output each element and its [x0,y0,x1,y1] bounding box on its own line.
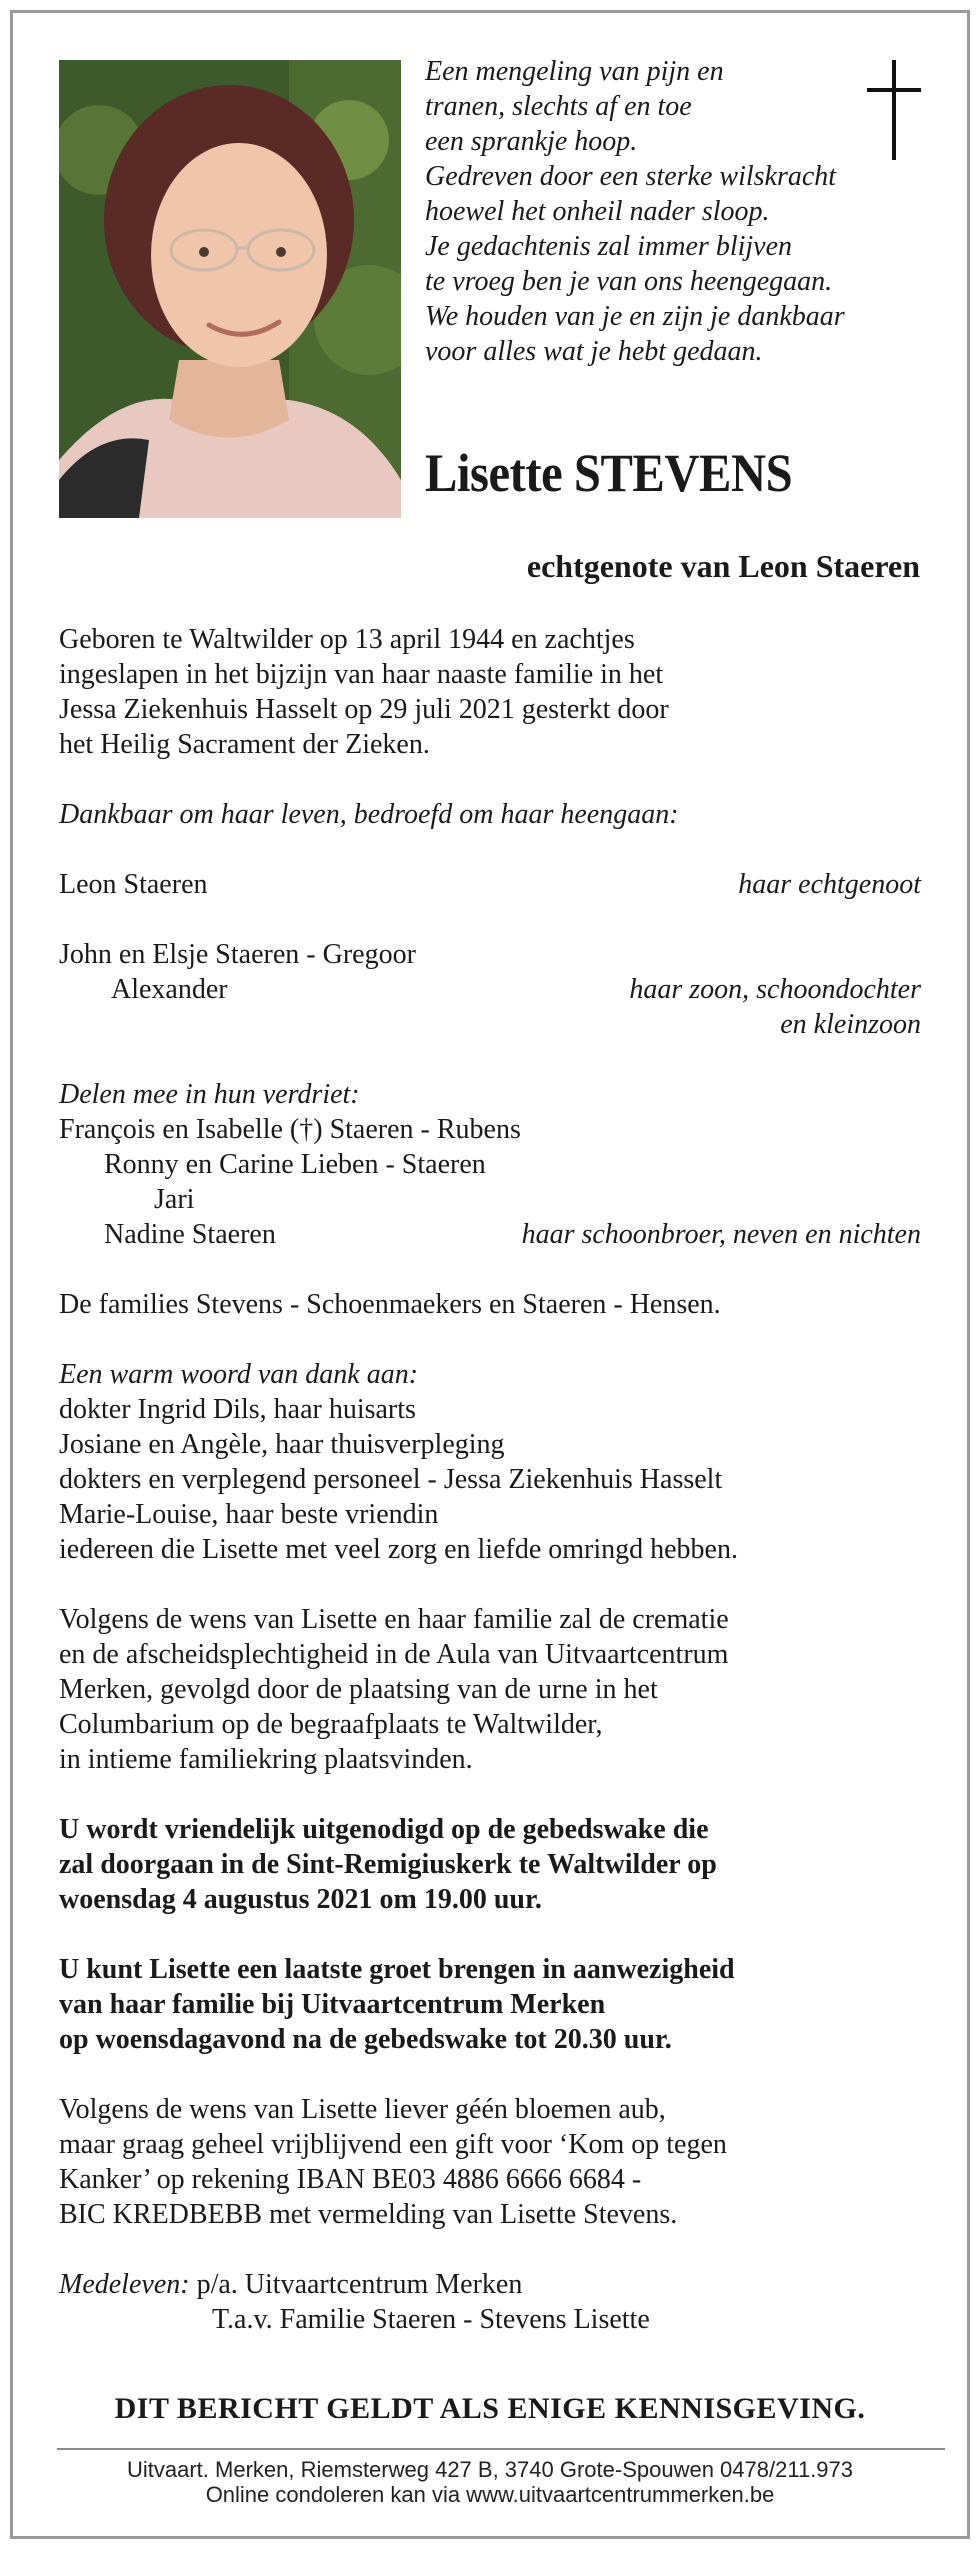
poem-line: tranen, slechts af en toe [425,91,692,122]
thanks-line: dokter Ingrid Dils, haar huisarts [59,1394,416,1425]
poem-line: hoewel het onheil nader sloop. [425,196,770,227]
poem-line: Je gedachtenis zal immer blijven [425,231,793,262]
divider [57,2448,945,2450]
share-row-last [59,1217,921,1252]
footer [0,2457,980,2507]
son-name: John en Elsje Staeren - Gregoor [59,939,416,970]
share-line: François en Isabelle (†) Staeren - Rubens [59,1114,521,1145]
visit-line: van haar familie bij Uitvaartcentrum Merken [59,1989,606,2020]
spouse-line: echtgenote van Leon Staeren [526,548,920,584]
poem-line: voor alles wat je hebt gedaan. [425,336,763,367]
cross-icon [865,60,923,160]
son-role-2: en kleinzoon [780,1009,921,1040]
footer-website: Online condoleren kan via www.uitvaartcentrummerken.be [205,2482,775,2507]
family-row-husband [59,867,921,902]
cremation-line: Volgens de wens van Lisette en haar familie zal de crematie [59,1604,729,1635]
intro-line: Geboren te Waltwilder op 13 april 1944 en zachtjes [59,624,635,655]
deceased-name: Lisette STEVENS [425,443,793,503]
intro-line: ingeslapen in het bijzijn van haar naaste familie in het [59,659,664,690]
condolence-attn: T.a.v. Familie Staeren - Stevens Lisette [212,2304,650,2335]
son-role: haar zoon, schoondochter [629,974,921,1005]
flowers-line: maar graag geheel vrijblijvend een gift voor ‘Kom op tegen [59,2129,727,2160]
grandson-name: Alexander [111,974,228,1005]
families-line: De families Stevens - Schoenmaekers en Staeren - Hensen. [59,1289,721,1320]
footer-address: Uitvaart. Merken, Riemsterweg 427 B, 3740 Grote-Spouwen 0478/211.973 [127,2457,853,2482]
flowers-line: BIC KREDBEBB met vermelding van Lisette Stevens. [59,2199,678,2230]
family-row-grandson [59,972,921,1007]
intro-line: Jessa Ziekenhuis Hasselt op 29 juli 2021 gesterkt door [59,694,669,725]
cremation-line: Merken, gevolgd door de plaatsing van de urne in het [59,1674,658,1705]
poem-line: een sprankje hoop. [425,126,638,157]
wake-line: U wordt vriendelijk uitgenodigd op de gebedswake die [59,1814,709,1845]
intro-line: het Heilig Sacrament der Zieken. [59,729,430,760]
grateful-line: Dankbaar om haar leven, bedroefd om haar heengaan: [59,799,679,830]
share-role: haar schoonbroer, neven en nichten [521,1219,921,1250]
cremation-line: en de afscheidsplechtigheid in de Aula van Uitvaartcentrum [59,1639,729,1670]
flowers-line: Kanker’ op rekening IBAN BE03 4886 6666 6684 - [59,2164,642,2195]
visit-line: U kunt Lisette een laatste groet brengen in aanwezigheid [59,1954,735,1985]
cremation-line: Columbarium op de begraafplaats te Waltwilder, [59,1709,603,1740]
portrait-photo [59,60,401,518]
poem-line: We houden van je en zijn je dankbaar [425,301,845,332]
family-row-son [59,937,921,972]
flowers-line: Volgens de wens van Lisette liever géén bloemen aub, [59,2094,666,2125]
closing-notice: DIT BERICHT GELDT ALS ENIGE KENNISGEVING. [114,2392,866,2425]
thanks-line: dokters en verplegend personeel - Jessa Ziekenhuis Hasselt [59,1464,723,1495]
poem-line: Gedreven door een sterke wilskracht [425,161,837,192]
poem-line: te vroeg ben je van ons heengegaan. [425,266,833,297]
thanks-line: Marie-Louise, haar beste vriendin [59,1499,439,1530]
wake-line: zal doorgaan in de Sint-Remigiuskerk te Waltwilder op [59,1849,717,1880]
share-line: Ronny en Carine Lieben - Staeren [104,1149,486,1180]
thanks-heading: Een warm woord van dank aan: [59,1359,419,1390]
husband-role: haar echtgenoot [738,869,921,900]
condolence-label: Medeleven: [59,2269,190,2300]
family-row-role [59,1007,921,1042]
cremation-line: in intieme familiekring plaatsvinden. [59,1744,473,1775]
share-heading: Delen mee in hun verdriet: [59,1079,360,1110]
thanks-line: iedereen die Lisette met veel zorg en liefde omringd hebben. [59,1534,738,1565]
share-line: Nadine Staeren [104,1219,276,1250]
poem-line: Een mengeling van pijn en [425,56,724,87]
wake-line: woensdag 4 augustus 2021 om 19.00 uur. [59,1884,542,1915]
thanks-line: Josiane en Angèle, haar thuisverpleging [59,1429,505,1460]
share-line: Jari [154,1184,195,1215]
visit-line: op woensdagavond na de gebedswake tot 20.30 uur. [59,2024,672,2055]
condolence-line [59,2267,921,2302]
condolence-address: p/a. Uitvaartcentrum Merken [196,2269,523,2300]
poem [425,54,865,369]
notice-body [59,622,921,2337]
husband-name: Leon Staeren [59,869,208,900]
